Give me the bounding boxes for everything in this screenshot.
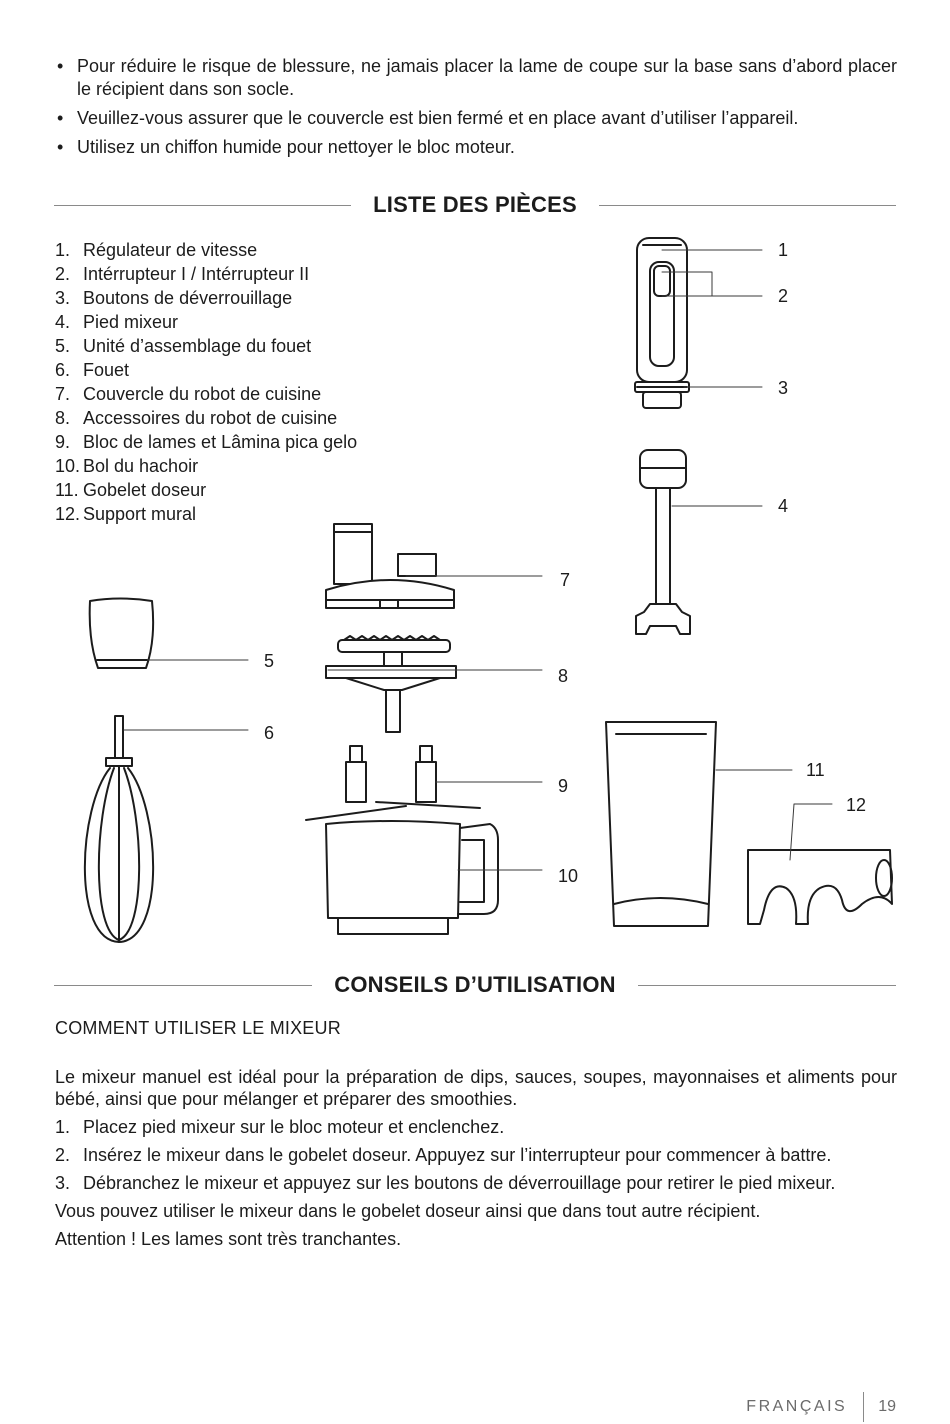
callout-9: 9 bbox=[558, 776, 569, 796]
parts-list-item: 9. Bloc de lames et Lâmina pica gelo bbox=[55, 432, 358, 452]
safety-bullet: • Veuillez-vous assurer que le couvercle est bien fermé et en place avant d’utiliser l’appareil. bbox=[55, 107, 897, 130]
parts-list-item: 11. Gobelet doseur bbox=[55, 480, 207, 500]
callout-10: 10 bbox=[558, 866, 579, 886]
motor-unit-drawing bbox=[635, 238, 689, 408]
usage-heading-row bbox=[54, 972, 896, 998]
footer-language: FRANÇAIS bbox=[746, 1398, 848, 1415]
processor-lid-drawing bbox=[326, 524, 454, 608]
whisk-drawing bbox=[85, 716, 153, 942]
callout-8: 8 bbox=[558, 666, 569, 686]
chopper-bowl-drawing bbox=[326, 821, 498, 934]
parts-list-item: 1. Régulateur de vitesse bbox=[55, 240, 258, 260]
parts-list-item: 10. Bol du hachoir bbox=[55, 456, 199, 476]
usage-subtitle: COMMENT UTILISER LE MIXEUR bbox=[55, 1018, 341, 1038]
parts-list-item: 3. Boutons de déverrouillage bbox=[55, 288, 293, 308]
usage-steps bbox=[55, 1116, 897, 1194]
usage-note: Vous pouvez utiliser le mixeur dans le gobelet doseur ainsi que dans tout autre récipient. bbox=[55, 1201, 761, 1221]
callout-7: 7 bbox=[560, 570, 571, 590]
parts-list-item: 4. Pied mixeur bbox=[55, 312, 179, 332]
callout-11: 11 bbox=[806, 760, 825, 780]
whisk-adapter-drawing bbox=[90, 599, 153, 669]
wall-mount-drawing bbox=[748, 850, 892, 924]
usage-intro: Le mixeur manuel est idéal pour la préparation de dips, sauces, soupes, mayonnaises et aliments pour bébé, ainsi que pour mélanger et préparer des smoothies. bbox=[55, 1067, 897, 1109]
callout-1: 1 bbox=[778, 240, 789, 260]
callout-lines bbox=[124, 250, 832, 870]
parts-list-item: 8. Accessoires du robot de cuisine bbox=[55, 408, 338, 428]
callout-2: 2 bbox=[778, 286, 789, 306]
blade-units-drawing bbox=[306, 746, 480, 820]
heading-rule-right bbox=[638, 985, 896, 986]
usage-step: 2. Insérez le mixeur dans le gobelet doseur. Appuyez sur l’interrupteur pour commencer à battre. bbox=[55, 1145, 832, 1165]
heading-rule-left bbox=[54, 985, 312, 986]
page-footer bbox=[746, 1392, 896, 1422]
callout-4: 4 bbox=[778, 496, 789, 516]
usage-warning: Attention ! Les lames sont très tranchantes. bbox=[55, 1229, 402, 1249]
processor-disc-drawing bbox=[326, 636, 456, 732]
blender-foot-drawing bbox=[636, 450, 690, 634]
usage-step: 3. Débranchez le mixeur et appuyez sur les boutons de déverrouillage pour retirer le pied mixeur. bbox=[55, 1173, 836, 1193]
parts-list-item: 12. Support mural bbox=[55, 504, 197, 524]
parts-list-item: 5. Unité d’assemblage du fouet bbox=[55, 336, 312, 356]
usage-heading: CONSEILS D’UTILISATION bbox=[334, 972, 616, 997]
callout-12: 12 bbox=[846, 795, 867, 815]
safety-bullet: • Pour réduire le risque de blessure, ne jamais placer la lame de coupe sur la base sans d’abord placer le récipient dans son socle. bbox=[55, 55, 897, 101]
parts-list-item: 7. Couvercle du robot de cuisine bbox=[55, 384, 322, 404]
callout-5: 5 bbox=[264, 651, 275, 671]
usage-body bbox=[55, 1066, 897, 1256]
callout-6: 6 bbox=[264, 723, 275, 743]
safety-bullet: • Utilisez un chiffon humide pour nettoyer le bloc moteur. bbox=[55, 136, 897, 159]
callout-3: 3 bbox=[778, 378, 789, 398]
measuring-beaker-drawing bbox=[606, 722, 716, 926]
parts-list-item: 2. Intérrupteur I / Intérrupteur II bbox=[55, 264, 310, 284]
page-number: 19 bbox=[878, 1398, 896, 1415]
footer-divider bbox=[863, 1392, 864, 1422]
parts-list-item: 6. Fouet bbox=[55, 360, 130, 380]
parts-heading: LISTE DES PIÈCES bbox=[373, 192, 577, 217]
usage-step: 1. Placez pied mixeur sur le bloc moteur et enclenchez. bbox=[55, 1117, 505, 1137]
